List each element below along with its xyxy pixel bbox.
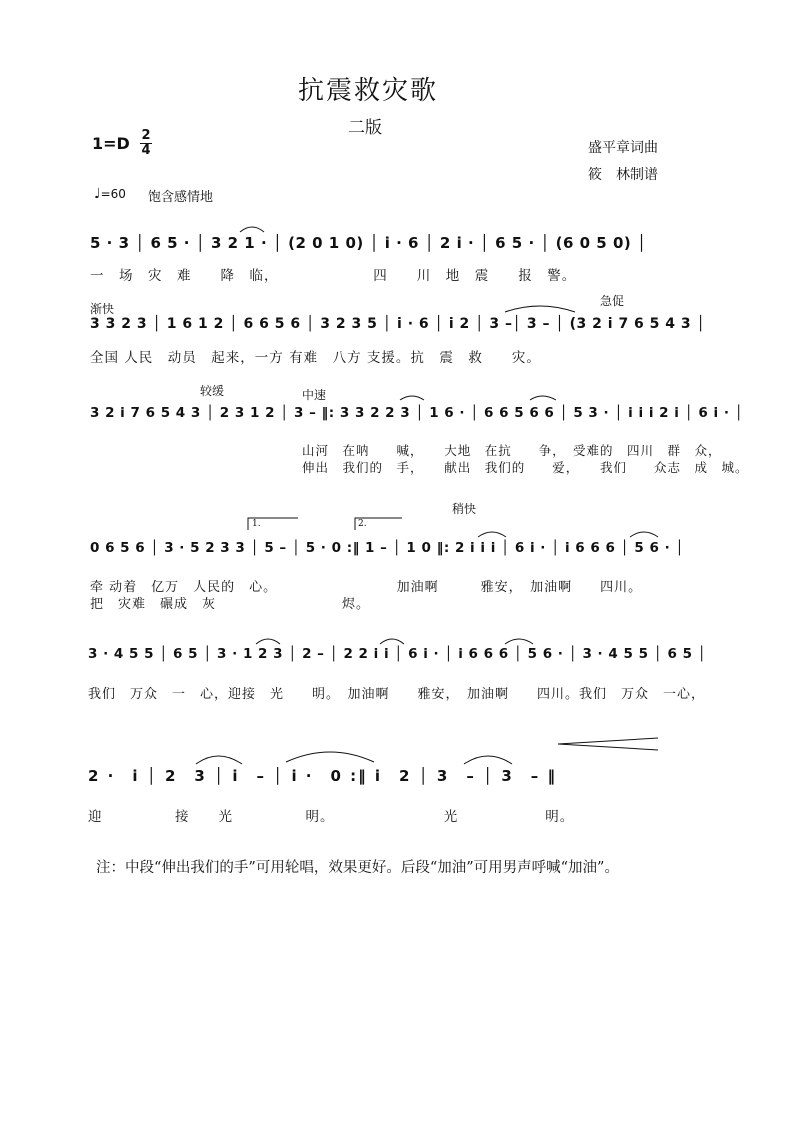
notation-line-1: 5 · 3 │ 6 5 · │ 3 2 1 · │ (2 0 1 0) │ i · 6 │ 2 i · │ 6 5 · │ (6 0 5 0) │ [90,234,647,252]
notation-line-2: 3 3 2 3 │ 1 6 1 2 │ 6 6 5 6 │ 3 2 3 5 │ i · 6 │ i 2 │ 3 –│ 3 – │ (3 2 i 7 6 5 4 3 │ [90,316,706,332]
footnote: 注：中段“伸出我们的手”可用轮唱，效果更好。后段“加油”可用男声呼喊“加油”。 [96,860,619,876]
time-signature-top: 2 [141,128,151,143]
slur [505,639,533,644]
key-signature: 1=D [92,134,130,153]
slur [530,396,556,400]
slur [256,639,280,644]
marking-slightly-faster: 稍快 [452,502,477,516]
lyric-line-3a: 山河 在呐 喊， 大地 在抗 争， 受难的 四川 群 众， [302,443,722,458]
lyric-line-6: 迎 接 光 明。 光 明。 [88,809,575,825]
notation-line-3: 3 2 i 7 6 5 4 3 │ 2 3 1 2 │ 3 – ‖: 3 3 2 2 3 │ 1 6 · │ 6 6 5 6 6 │ 5 3 · │ i i i 2 i │ 6 i · │ [90,405,744,421]
slur [478,532,506,537]
slur [630,532,658,537]
song-title: 抗震救灾歌 [298,76,439,106]
slur [196,756,242,764]
volta-bracket [355,518,402,530]
crescendo-icon [558,738,658,750]
notation-line-6: 2 · i │ 2 3 │ i – │ i · 0 :‖ i 2 │ 3 – │ 3 – ‖ [88,767,558,785]
marking-slower: 较缓 [200,384,225,398]
marking-urgent: 急促 [600,294,625,308]
time-signature-bottom: 4 [141,143,151,158]
notation-line-5: 3 · 4 5 5 │ 6 5 │ 3 · 1 2 3 │ 2 – │ 2 2 i i │ 6 i · │ i 6 6 6 │ 5 6 · │ 3 · 4 5 5 │ 6 5 │ [88,646,707,662]
slur [505,306,575,312]
notation-line-4: 0 6 5 6 │ 3 · 5 2 3 3 │ 5 – │ 5 · 0 :‖ 1 – │ 1 0 ‖: 2 i i i │ 6 i · │ i 6 6 6 │ 5 6 · │ [90,540,685,556]
quarter-note-icon: ♩ [94,186,101,202]
slur [400,396,424,400]
lyric-line-4a: 牵 动着 亿万 人民的 心。 加油啊 雅安， 加油啊 四川。 [90,580,643,595]
expression-mark: 饱含感情地 [148,190,214,205]
slur [286,752,374,762]
lyric-line-5: 我们 万众 一 心，迎接 光 明。 加油啊 雅安， 加油啊 四川。我们 万众 一心， [88,687,706,702]
lyric-line-3b: 伸出 我们的 手， 献出 我们的 爱， 我们 众志 成 城。 [302,460,749,475]
lyric-line-4b: 把 灾难 碾成 灰 烬。 [90,597,371,612]
volta-bracket [248,518,298,530]
volta-second: 2. [358,519,367,529]
marking-moderate: 中速 [302,388,327,402]
volta-first: 1. [252,519,261,529]
slur [464,756,512,764]
credit-score: 筱 林制谱 [588,167,658,183]
credit-lyrics: 盛平章词曲 [588,140,658,156]
slur [240,227,264,232]
slur [380,639,404,644]
lyric-line-1: 一 场 灾 难 降 临， 四 川 地 震 报 警。 [90,268,577,284]
tempo-value: =60 [100,187,126,201]
version-label: 二版 [348,118,382,138]
lyric-line-2: 全国 人民 动员 起来，一方 有难 八方 支援。抗 震 救 灾。 [90,350,541,366]
marking-accelerando: 渐快 [90,302,115,316]
